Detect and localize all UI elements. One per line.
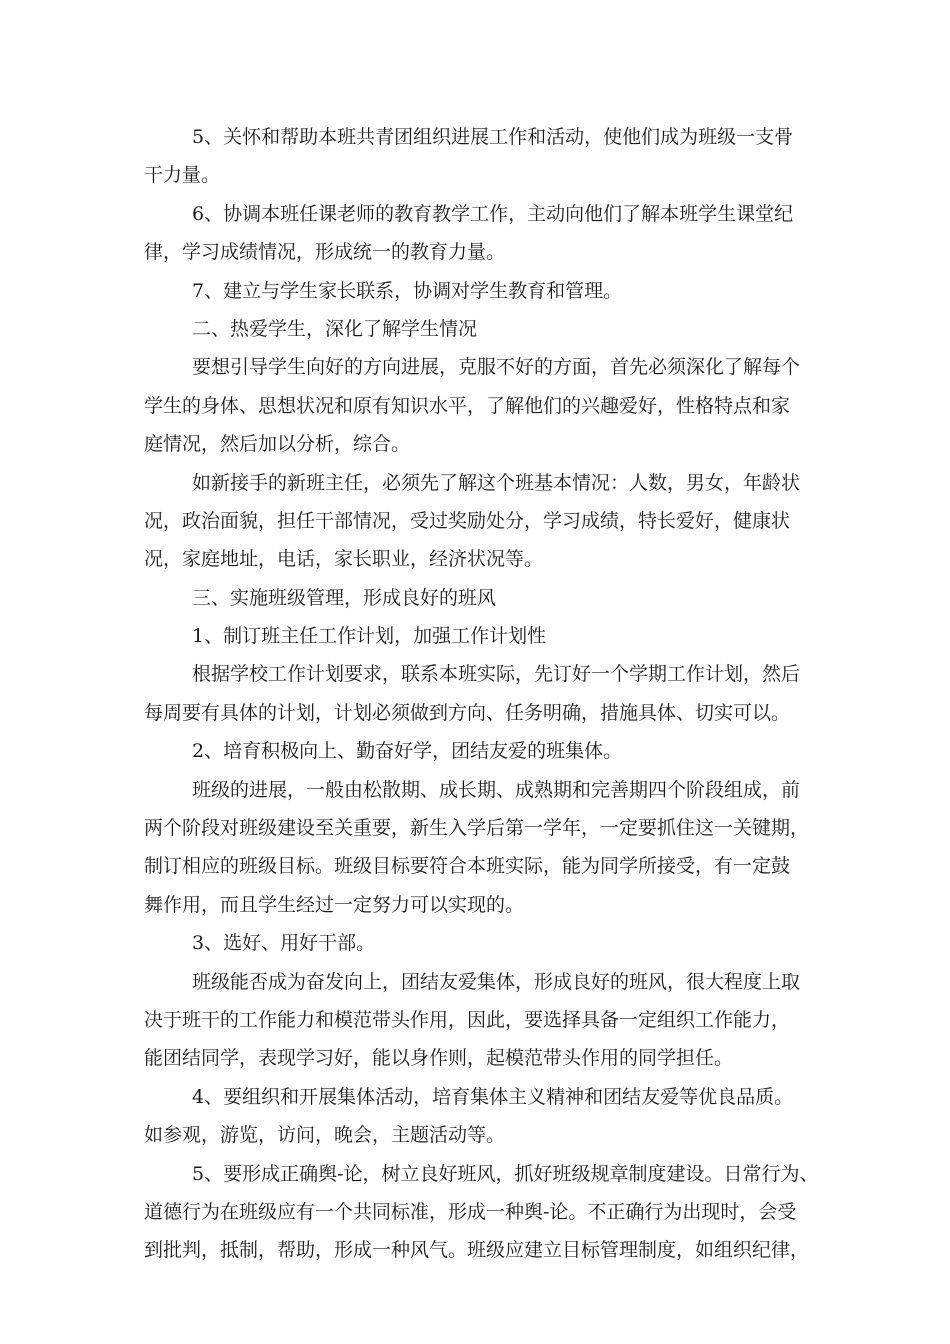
text-line: 道德行为在班级应有一个共同标准，形成一种舆-论。不正确行为出现时，会受 bbox=[144, 1200, 797, 1223]
text-line: 到批判，抵制，帮助，形成一种风气。班级应建立目标管理制度，如组织纪律， bbox=[144, 1239, 810, 1262]
text-line: 5、要形成正确舆-论，树立良好班风，抓好班级规章制度建设。日常行为、 bbox=[192, 1162, 819, 1185]
text-line: 3、选好、用好干部。 bbox=[192, 932, 376, 955]
text-line: 能团结同学，表现学习好，能以身作则，起模范带头作用的同学担任。 bbox=[144, 1047, 734, 1070]
text-line: 7、建立与学生家长联系，协调对学生教育和管理。 bbox=[192, 279, 623, 302]
text-line: 5、关怀和帮助本班共青团组织进展工作和活动，使他们成为班级一支骨 bbox=[192, 126, 794, 148]
text-line: 根据学校工作计划要求，联系本班实际，先订好一个学期工作计划，然后 bbox=[192, 663, 801, 686]
text-line: 4、要组织和开展集体活动，培育集体主义精神和团结友爱等优良品质。 bbox=[192, 1085, 794, 1108]
text-line: 1、制订班主任工作计划，加强工作计划性 bbox=[192, 625, 547, 648]
text-line: 况，政治面貌，担任干部情况，受过奖励处分，学习成绩，特长爱好，健康状 bbox=[144, 509, 791, 532]
text-line: 决于班干的工作能力和模范带头作用，因此，要选择具备一定组织工作能力， bbox=[144, 1008, 791, 1031]
text-line: 二、热爱学生，深化了解学生情况 bbox=[192, 317, 478, 340]
text-line: 要想引导学生向好的方向进展，克服不好的方面，首先必须深化了解每个 bbox=[192, 356, 801, 379]
text-line: 每周要有具体的计划，计划必须做到方向、任务明确，措施具体、切实可以。 bbox=[144, 701, 791, 724]
text-line: 2、培育积极向上、勤奋好学，团结友爱的班集体。 bbox=[192, 740, 623, 763]
text-line: 三、实施班级管理，形成良好的班风 bbox=[192, 586, 497, 609]
text-line: 如参观，游览，访问，晚会，主题活动等。 bbox=[144, 1124, 506, 1147]
text-line: 班级能否成为奋发向上，团结友爱集体，形成良好的班风，很大程度上取 bbox=[192, 970, 801, 993]
text-line: 学生的身体、思想状况和原有知识水平，了解他们的兴趣爱好，性格特点和家 bbox=[144, 394, 791, 417]
text-line: 两个阶段对班级建设至关重要，新生入学后第一学年，一定要抓住这一关键期， bbox=[144, 817, 810, 840]
text-line: 干力量。 bbox=[144, 164, 221, 187]
text-line: 律，学习成绩情况，形成统一的教育力量。 bbox=[144, 241, 506, 264]
text-line: 6、协调本班任课老师的教育教学工作，主动向他们了解本班学生课堂纪 bbox=[192, 202, 794, 225]
text-line: 舞作用，而且学生经过一定努力可以实现的。 bbox=[144, 893, 525, 916]
text-line: 况，家庭地址，电话，家长职业，经济状况等。 bbox=[144, 548, 544, 571]
text-line: 如新接手的新班主任，必须先了解这个班基本情况：人数，男女，年龄状 bbox=[192, 471, 801, 494]
text-line: 班级的进展，一般由松散期、成长期、成熟期和完善期四个阶段组成，前 bbox=[192, 778, 801, 801]
text-line: 庭情况，然后加以分析，综合。 bbox=[144, 433, 411, 456]
text-line: 制订相应的班级目标。班级目标要符合本班实际，能为同学所接受，有一定鼓 bbox=[144, 855, 791, 878]
document-body bbox=[144, 118, 834, 1270]
